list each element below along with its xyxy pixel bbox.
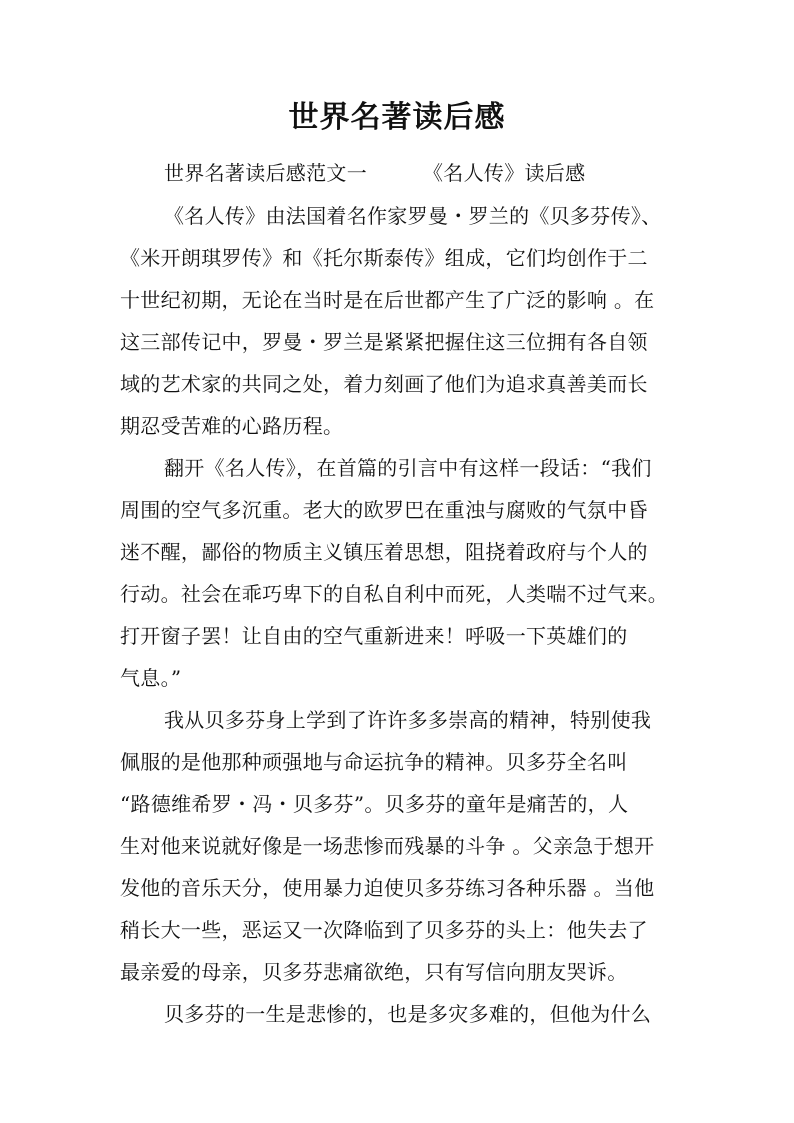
paragraph-line: 行动。社会在乖巧卑下的自私自利中而死，人类喘不过气来。: [120, 582, 669, 606]
document-title: 世界名著读后感: [288, 100, 506, 135]
subtitle-right: 《名人传》读后感: [423, 161, 586, 185]
paragraph-line: 期忍受苦难的心路历程。: [120, 414, 344, 438]
paragraph-line: 这三部传记中，罗曼・罗兰是紧紧把握住这三位拥有各自领: [120, 330, 648, 354]
paragraph-line: 稍长大一些，恶运又一次降临到了贝多芬的头上：他失去了: [120, 918, 648, 942]
paragraph-line: 域的艺术家的共同之处，着力刻画了他们为追求真善美而长: [120, 372, 648, 396]
paragraph-line: 周围的空气多沉重。老大的欧罗巴在重浊与腐败的气氛中昏: [120, 498, 648, 522]
subtitle-line: [164, 158, 585, 188]
paragraph-line: 佩服的是他那种顽强地与命运抗争的精神。贝多芬全名叫: [120, 750, 628, 774]
paragraph-line: 最亲爱的母亲，贝多芬悲痛欲绝，只有写信向朋友哭诉。: [120, 960, 628, 984]
subtitle-left: 世界名著读后感范文一: [164, 161, 367, 185]
paragraph-line: 十世纪初期，无论在当时是在后世都产生了广泛的影响 。在: [120, 288, 655, 312]
paragraph-line: 翻开《名人传》，在首篇的引言中有这样一段话：“我们: [164, 456, 652, 480]
paragraph-line: 打开窗子罢！让自由的空气重新进来！呼吸一下英雄们的: [120, 624, 628, 648]
paragraph-line: 《米开朗琪罗传》和《托尔斯泰传》组成，它们均创作于二: [120, 246, 648, 270]
paragraph-line: 《名人传》由法国着名作家罗曼・罗兰的《贝多芬传》、: [164, 204, 662, 228]
paragraph-line: 发他的音乐天分，使用暴力迫使贝多芬练习各种乐器 。当他: [120, 876, 655, 900]
paragraph-line: 迷不醒，鄙俗的物质主义镇压着思想，阻挠着政府与个人的: [120, 540, 648, 564]
paragraph-line: 生对他来说就好像是一场悲惨而残暴的斗争 。父亲急于想开: [120, 834, 655, 858]
paragraph-line: “路德维希罗・冯・贝多芬”。贝多芬的童年是痛苦的，人: [120, 792, 629, 816]
paragraph-line: 贝多芬的一生是悲惨的，也是多灾多难的，但他为什么: [164, 1002, 652, 1026]
paragraph-line: 我从贝多芬身上学到了许许多多崇高的精神，特别使我: [164, 708, 652, 732]
paragraph-line: 气息。”: [120, 666, 182, 690]
